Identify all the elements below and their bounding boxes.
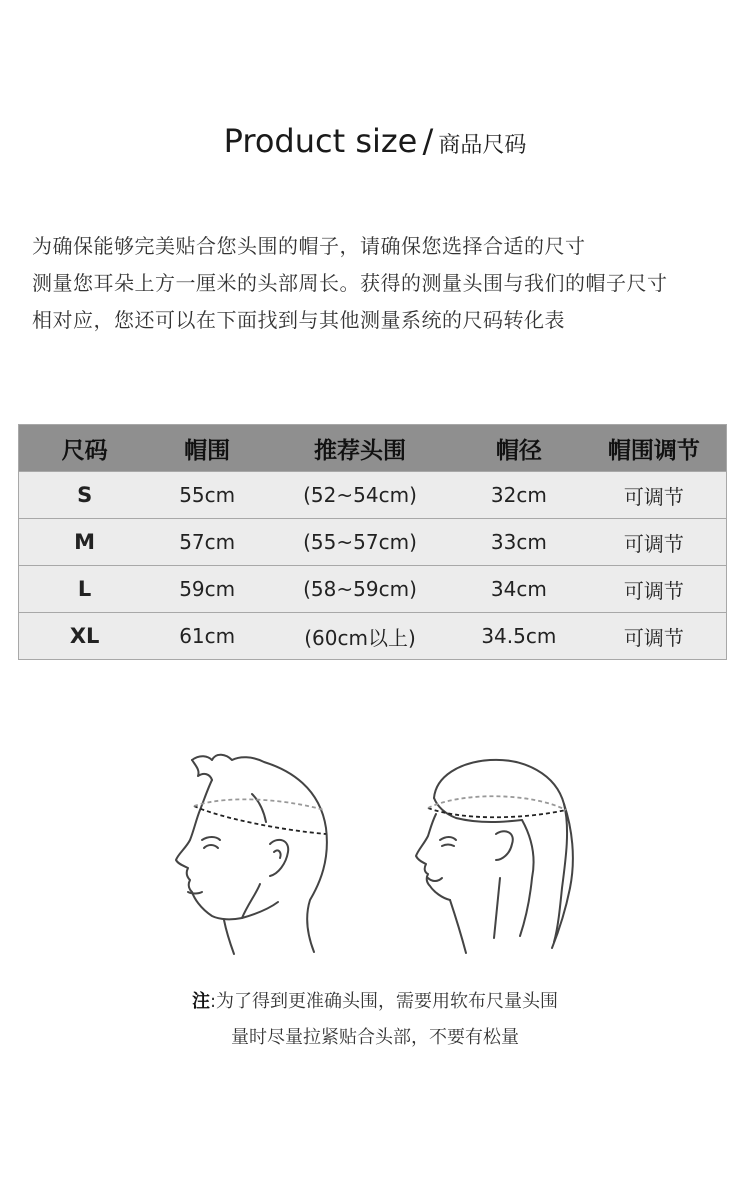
cell-hat-diameter: 34cm bbox=[456, 566, 582, 613]
cell-hat-diameter: 33cm bbox=[456, 519, 582, 566]
cell-size: L bbox=[19, 566, 151, 613]
cell-hat-circumference: 61cm bbox=[150, 613, 264, 660]
cell-hat-circumference: 55cm bbox=[150, 472, 264, 519]
female-head-drawing bbox=[416, 760, 573, 953]
page-title bbox=[0, 122, 750, 160]
note-line-2: 量时尽量拉紧贴合头部，不要有松量 bbox=[231, 1027, 519, 1048]
cell-adjustment: 可调节 bbox=[582, 472, 727, 519]
intro-text bbox=[32, 228, 732, 339]
cell-size: M bbox=[19, 519, 151, 566]
note-label: 注 bbox=[191, 991, 210, 1012]
cell-recommended-head: (58~59cm) bbox=[264, 566, 456, 613]
title-separator: / bbox=[422, 122, 434, 160]
table-row bbox=[19, 519, 727, 566]
note-text-1: :为了得到更准确头围，需要用软布尺量头围 bbox=[209, 991, 559, 1012]
female-measuring-tape bbox=[428, 796, 566, 817]
cell-hat-diameter: 32cm bbox=[456, 472, 582, 519]
header-adjustment: 帽围调节 bbox=[582, 425, 727, 472]
note-line-1 bbox=[0, 984, 750, 1020]
intro-line: 相对应，您还可以在下面找到与其他测量系统的尺码转化表 bbox=[32, 308, 565, 332]
cell-recommended-head: (55~57cm) bbox=[264, 519, 456, 566]
head-measurement-illustration bbox=[160, 748, 590, 963]
measurement-note bbox=[0, 984, 750, 1056]
cell-adjustment: 可调节 bbox=[582, 566, 727, 613]
cell-size: XL bbox=[19, 613, 151, 660]
header-size: 尺码 bbox=[19, 425, 151, 472]
table-header-row bbox=[19, 425, 727, 472]
cell-hat-circumference: 59cm bbox=[150, 566, 264, 613]
header-hat-circumference: 帽围 bbox=[150, 425, 264, 472]
cell-recommended-head: (60cm以上) bbox=[264, 613, 456, 660]
cell-adjustment: 可调节 bbox=[582, 613, 727, 660]
cell-recommended-head: (52~54cm) bbox=[264, 472, 456, 519]
cell-hat-diameter: 34.5cm bbox=[456, 613, 582, 660]
table-row bbox=[19, 566, 727, 613]
intro-line: 测量您耳朵上方一厘米的头部周长。获得的测量头围与我们的帽子尺寸 bbox=[32, 271, 668, 295]
table-row bbox=[19, 613, 727, 660]
header-recommended-head: 推荐头围 bbox=[264, 425, 456, 472]
header-hat-diameter: 帽径 bbox=[456, 425, 582, 472]
male-head-drawing bbox=[176, 755, 327, 954]
cell-size: S bbox=[19, 472, 151, 519]
intro-line: 为确保能够完美贴合您头围的帽子，请确保您选择合适的尺寸 bbox=[32, 234, 586, 258]
size-table bbox=[18, 424, 727, 660]
cell-adjustment: 可调节 bbox=[582, 519, 727, 566]
title-chinese: 商品尺码 bbox=[438, 133, 527, 158]
table-row bbox=[19, 472, 727, 519]
cell-hat-circumference: 57cm bbox=[150, 519, 264, 566]
title-english: Product size bbox=[223, 122, 418, 160]
